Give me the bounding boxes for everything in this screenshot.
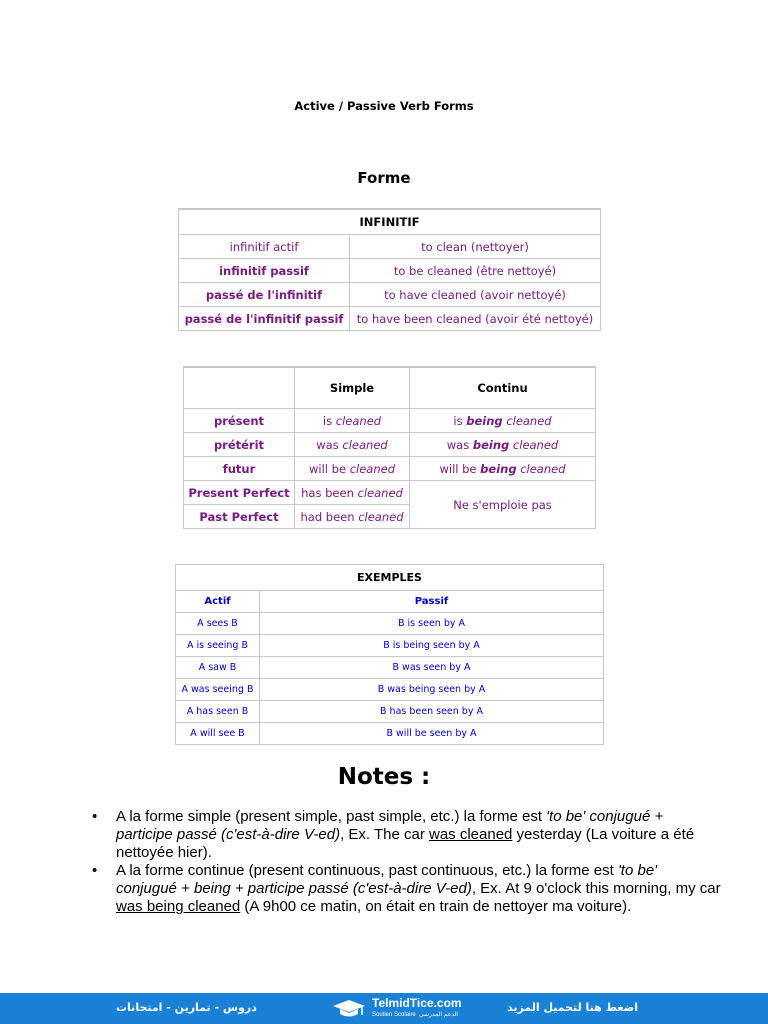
table-row [176,679,604,701]
tense-label: prétérit [184,433,295,457]
tense-header-continu: Continu [410,367,596,409]
not-used-note: Ne s'emploie pas [410,481,596,529]
simple-form: had been cleaned [295,505,410,529]
bullet: • [92,808,98,825]
table-row [176,701,604,723]
examples-header: EXEMPLES [176,565,604,591]
table-row [184,457,596,481]
col-actif-header: Actif [176,591,260,613]
table-row [179,235,601,259]
footer-download-link[interactable]: اضغط هنا لتحميل المزيد [507,1001,638,1014]
simple-form: will be cleaned [295,457,410,481]
actif-cell: A sees B [176,613,260,635]
actif-cell: A saw B [176,657,260,679]
infinitif-label: infinitif passif [179,259,350,283]
passif-cell: B is being seen by A [260,635,604,657]
col-passif-header: Passif [260,591,604,613]
continu-form: is being cleaned [410,409,596,433]
tense-label: présent [184,409,295,433]
table-row [176,635,604,657]
note-item-continuous: • A la forme continue (present continuous, past continuous, etc.) la forme est 'to be' conjugué + being + participe passé (c'est-à-dire V-ed), Ex. At 9 o'clock this morning, my car was being cleaned (A 9h00 ce matin, on était en train de nettoyer ma voiture). [92,862,721,915]
graduation-cap-icon [332,999,366,1023]
notes-list [92,808,722,916]
note-item-simple: • A la forme simple (present simple, past simple, etc.) la forme est 'to be' conjugué + participe passé (c'est-à-dire V-ed), Ex. The car was cleaned yesterday (La voiture a été nettoyée hier). [92,808,695,861]
infinitif-table [178,208,601,331]
examples-table [175,564,604,745]
passif-cell: B has been seen by A [260,701,604,723]
forme-heading: Forme [357,169,411,187]
infinitif-header: INFINITIF [179,209,601,235]
table-row [176,613,604,635]
infinitif-value: to be cleaned (être nettoyé) [350,259,601,283]
passif-cell: B is seen by A [260,613,604,635]
actif-cell: A was seeing B [176,679,260,701]
infinitif-label: infinitif actif [179,235,350,259]
actif-cell: A is seeing B [176,635,260,657]
table-row [179,259,601,283]
infinitif-label: passé de l'infinitif passif [179,307,350,331]
infinitif-value: to have cleaned (avoir nettoyé) [350,283,601,307]
continu-form: was being cleaned [410,433,596,457]
telmidtice-logo[interactable] [332,995,472,1022]
simple-form: is cleaned [295,409,410,433]
document-title: Active / Passive Verb Forms [294,99,474,113]
continu-form: will be being cleaned [410,457,596,481]
tense-label: futur [184,457,295,481]
actif-cell: A has seen B [176,701,260,723]
tense-label: Past Perfect [184,505,295,529]
logo-text: TelmidTice.com [372,996,462,1010]
table-row [176,723,604,745]
tense-header-simple: Simple [295,367,410,409]
passif-cell: B was seen by A [260,657,604,679]
table-row [184,481,596,505]
infinitif-value: to have been cleaned (avoir été nettoyé) [350,307,601,331]
simple-form: has been cleaned [295,481,410,505]
infinitif-label: passé de l'infinitif [179,283,350,307]
footer-lessons-link[interactable]: دروس - تمارين - امتحانات [116,1001,257,1014]
tense-table [183,366,596,529]
passif-cell: B will be seen by A [260,723,604,745]
table-row [179,307,601,331]
logo-subtitle: Soutien Scolaire الدعم المدرسي [372,1012,458,1018]
table-row [179,283,601,307]
table-row [184,409,596,433]
notes-heading: Notes : [337,764,431,790]
bullet: • [92,862,98,879]
tense-label: Present Perfect [184,481,295,505]
tense-header-empty [184,367,295,409]
infinitif-value: to clean (nettoyer) [350,235,601,259]
footer-banner[interactable] [0,993,768,1024]
table-row [184,433,596,457]
table-row [176,657,604,679]
simple-form: was cleaned [295,433,410,457]
actif-cell: A will see B [176,723,260,745]
passif-cell: B was being seen by A [260,679,604,701]
